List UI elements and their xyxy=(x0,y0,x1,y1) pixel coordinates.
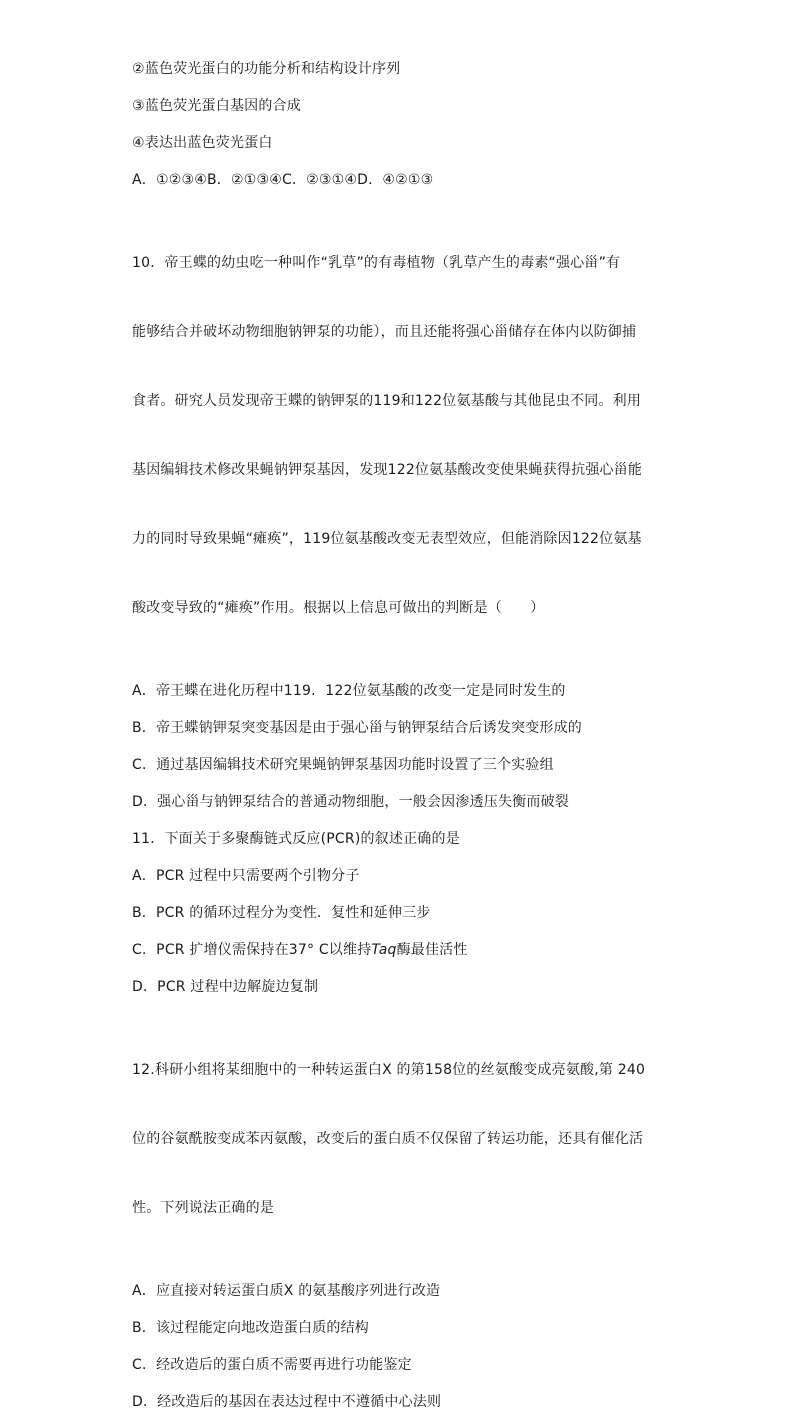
question-9-block xyxy=(132,58,674,192)
q9-step-2: ②蓝色荧光蛋白的功能分析和结构设计序列 xyxy=(132,61,401,77)
q12-option-c: C．经改造后的蛋白质不需要再进行功能鉴定 xyxy=(132,1357,412,1373)
question-12-block xyxy=(132,1013,674,1414)
q12-option-d: D．经改造后的基因在表达过程中不遵循中心法则 xyxy=(132,1394,442,1410)
q11-option-c-suffix: 酶最佳活性 xyxy=(396,942,468,958)
q11-option-b: B．PCR 的循环过程分为变性．复性和延伸三步 xyxy=(132,905,431,921)
q10-option-b: B．帝王蝶钠钾泵突变基因是由于强心甾与钠钾泵结合后诱发突变形成的 xyxy=(132,720,583,736)
q11-option-c xyxy=(132,939,674,962)
q10-stem-line: 能够结合并破坏动物细胞钠钾泵的功能），而且还能将强心甾储存在体内以防御捕 xyxy=(132,324,637,340)
q12-option-a: A．应直接对转运蛋白质X 的氨基酸序列进行改造 xyxy=(132,1283,441,1299)
q12-stem-line: 12.科研小组将某细胞中的一种转运蛋白X 的第158位的丝氨酸变成亮氨酸,第 240 xyxy=(132,1062,646,1078)
question-11-block xyxy=(132,828,674,999)
q10-option-d: D．强心甾与钠钾泵结合的普通动物细胞，一般会因渗透压失衡而破裂 xyxy=(132,794,569,810)
q11-stem: 11．下面关于多聚酶链式反应(PCR)的叙述正确的是 xyxy=(132,831,460,847)
taq-italic-text: Taq xyxy=(371,942,397,958)
question-10-block xyxy=(132,206,674,814)
q11-option-a: A．PCR 过程中只需要两个引物分子 xyxy=(132,868,360,884)
q10-stem-line: 力的同时导致果蝇“瘫痪”，119位氨基酸改变无表型效应，但能消除因122位氨基 xyxy=(132,531,642,547)
q10-option-c: C．通过基因编辑技术研究果蝇钠钾泵基因功能时设置了三个实验组 xyxy=(132,757,554,773)
q12-stem xyxy=(132,1013,674,1266)
q10-stem-line: 酸改变导致的“瘫痪”作用。根据以上信息可做出的判断是（ ） xyxy=(132,600,545,616)
q11-option-c-text: C．PCR 扩增仪需保持在37° C以维持 xyxy=(132,942,372,958)
q10-stem xyxy=(132,206,674,666)
q12-stem-line: 性。下列说法正确的是 xyxy=(132,1200,274,1216)
q12-stem-line: 位的谷氨酰胺变成苯丙氨酸，改变后的蛋白质不仅保留了转运功能，还具有催化活 xyxy=(132,1131,644,1147)
q10-stem-line: 基因编辑技术修改果蝇钠钾泵基因，发现122位氨基酸改变使果蝇获得抗强心甾能 xyxy=(132,462,643,478)
q9-options: A．①②③④B．②①③④C．②③①④D．④②①③ xyxy=(132,172,434,188)
q10-stem-line: 食者。研究人员发现帝王蝶的钠钾泵的119和122位氨基酸与其他昆虫不同。利用 xyxy=(132,393,642,409)
q12-option-b: B．该过程能定向地改造蛋白质的结构 xyxy=(132,1320,370,1336)
q11-option-d: D．PCR 过程中边解旋边复制 xyxy=(132,979,319,995)
q9-step-4: ④表达出蓝色荧光蛋白 xyxy=(132,135,273,151)
q10-option-a: A．帝王蝶在进化历程中119．122位氨基酸的改变一定是同时发生的 xyxy=(132,683,566,699)
q9-step-3: ③蓝色荧光蛋白基因的合成 xyxy=(132,98,301,114)
q10-stem-line: 10．帝王蝶的幼虫吃一种叫作“乳草”的有毒植物（乳草产生的毒素“强心甾”有 xyxy=(132,255,621,271)
